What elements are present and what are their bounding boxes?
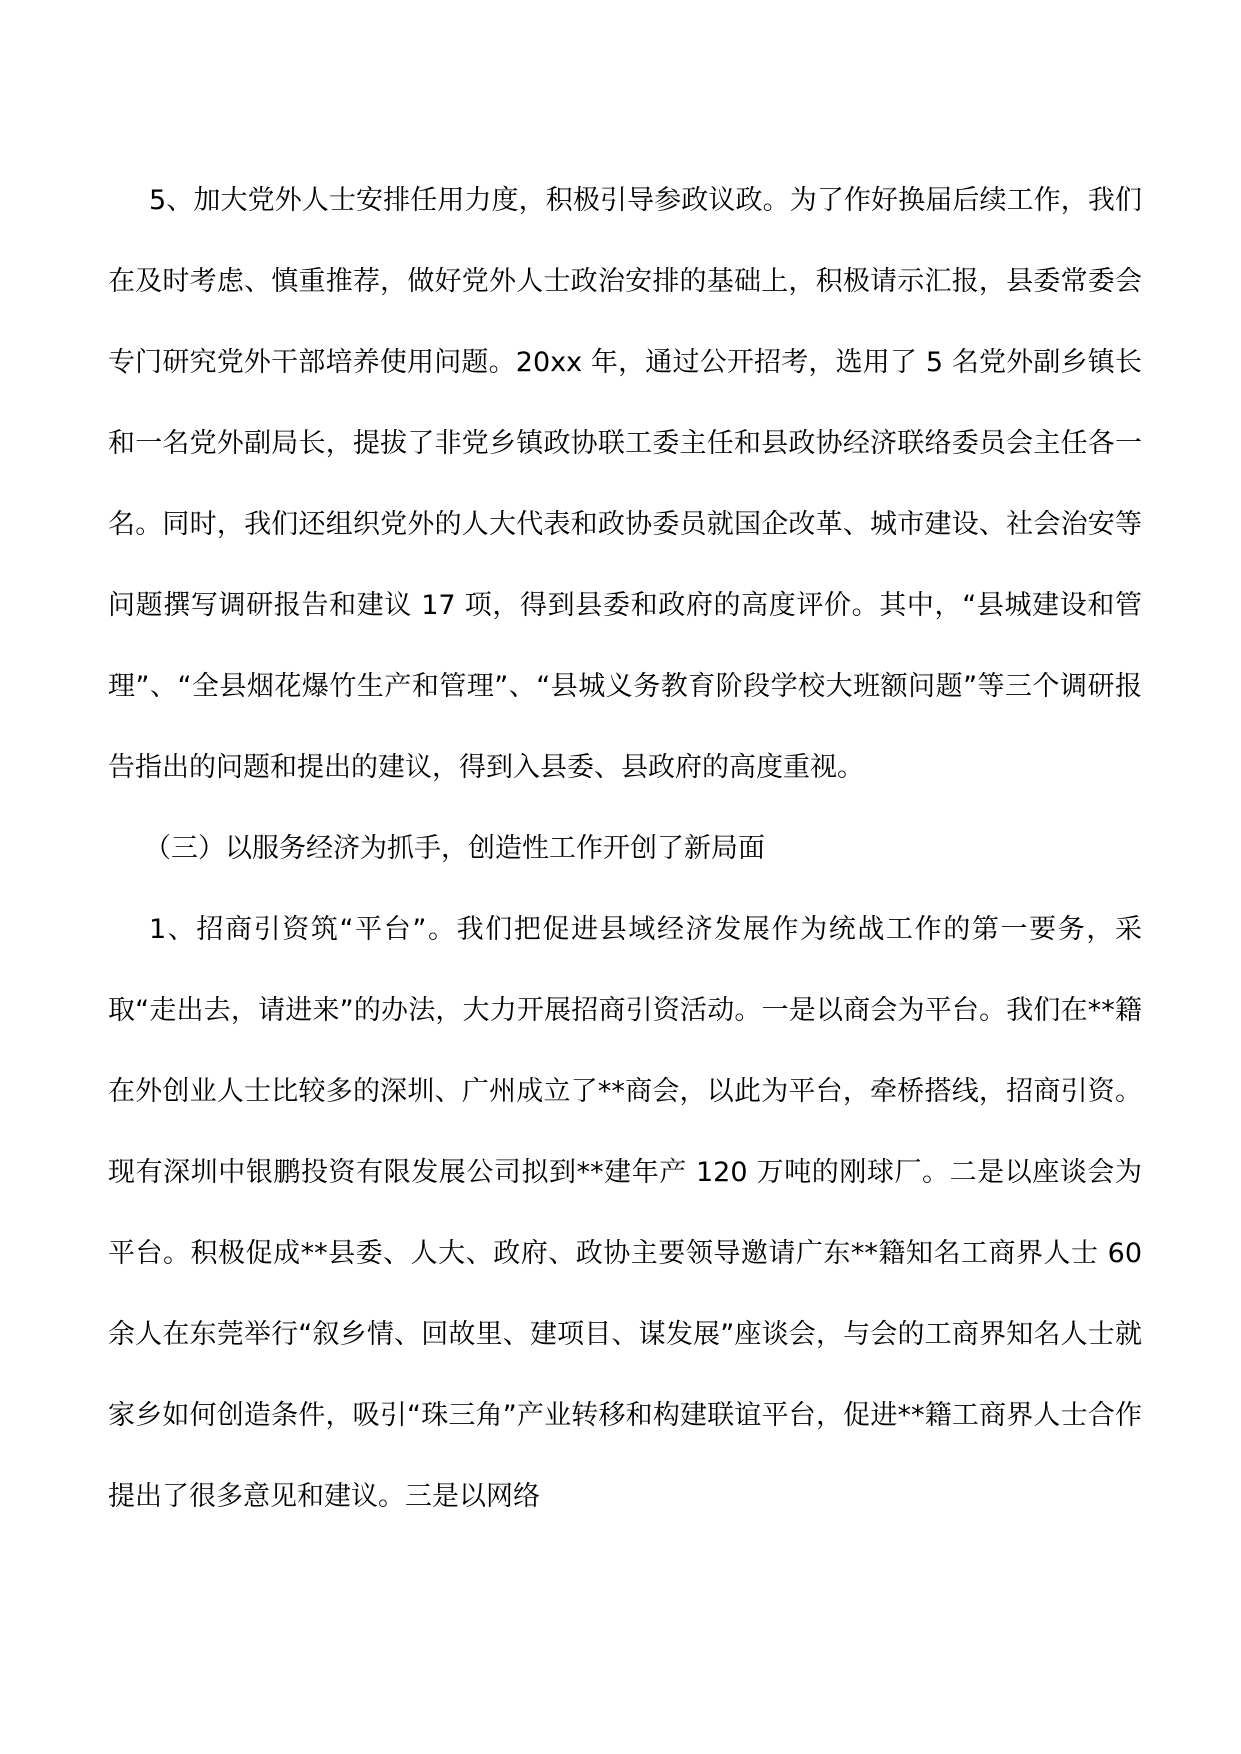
paragraph-party-outsiders: 5、加大党外人士安排任用力度，积极引导参政议政。为了作好换届后续工作，我们在及时考虑、慎重推荐，做好党外人士政治安排的基础上，积极请示汇报，县委常委会专门研究党外干部培养使用问题。20xx 年，通过公开招考，选用了 5 名党外副乡镇长和一名党外副局长，提拔了非党乡镇政协联工委主任和县政协经济联络委员会主任各一名。同时，我们还组织党外的人大代表和政协委员就国企改革、城市建设、社会治安等问题撰写调研报告和建议 17 项，得到县委和政府的高度评价。其中，“县城建设和管理”、“全县烟花爆竹生产和管理”、“县城义务教育阶段学校大班额问题”等三个调研报告指出的问题和提出的建议，得到入县委、县政府的高度重视。 (108, 185, 1142, 783)
section-heading-service-economy: （三）以服务经济为抓手，创造性工作开创了新局面 (144, 833, 765, 864)
paragraph-investment-platform: 1、招商引资筑“平台”。我们把促进县域经济发展作为统战工作的第一要务，采取“走出去，请进来”的办法，大力开展招商引资活动。一是以商会为平台。我们在**籍在外创业人士比较多的深圳、广州成立了**商会，以此为平台，牵桥搭线，招商引资。现有深圳中银鹏投资有限发展公司拟到**建年产 120 万吨的刚球厂。二是以座谈会为平台。积极促成**县委、人大、政府、政协主要领导邀请广东**籍知名工商界人士 60 余人在东莞举行“叙乡情、回故里、建项目、谋发展”座谈会，与会的工商界知名人士就家乡如何创造条件，吸引“珠三角”产业转移和构建联谊平台，促进**籍工商界人士合作提出了很多意见和建议。三是以网络 (108, 914, 1142, 1512)
document-body (108, 160, 1142, 1537)
